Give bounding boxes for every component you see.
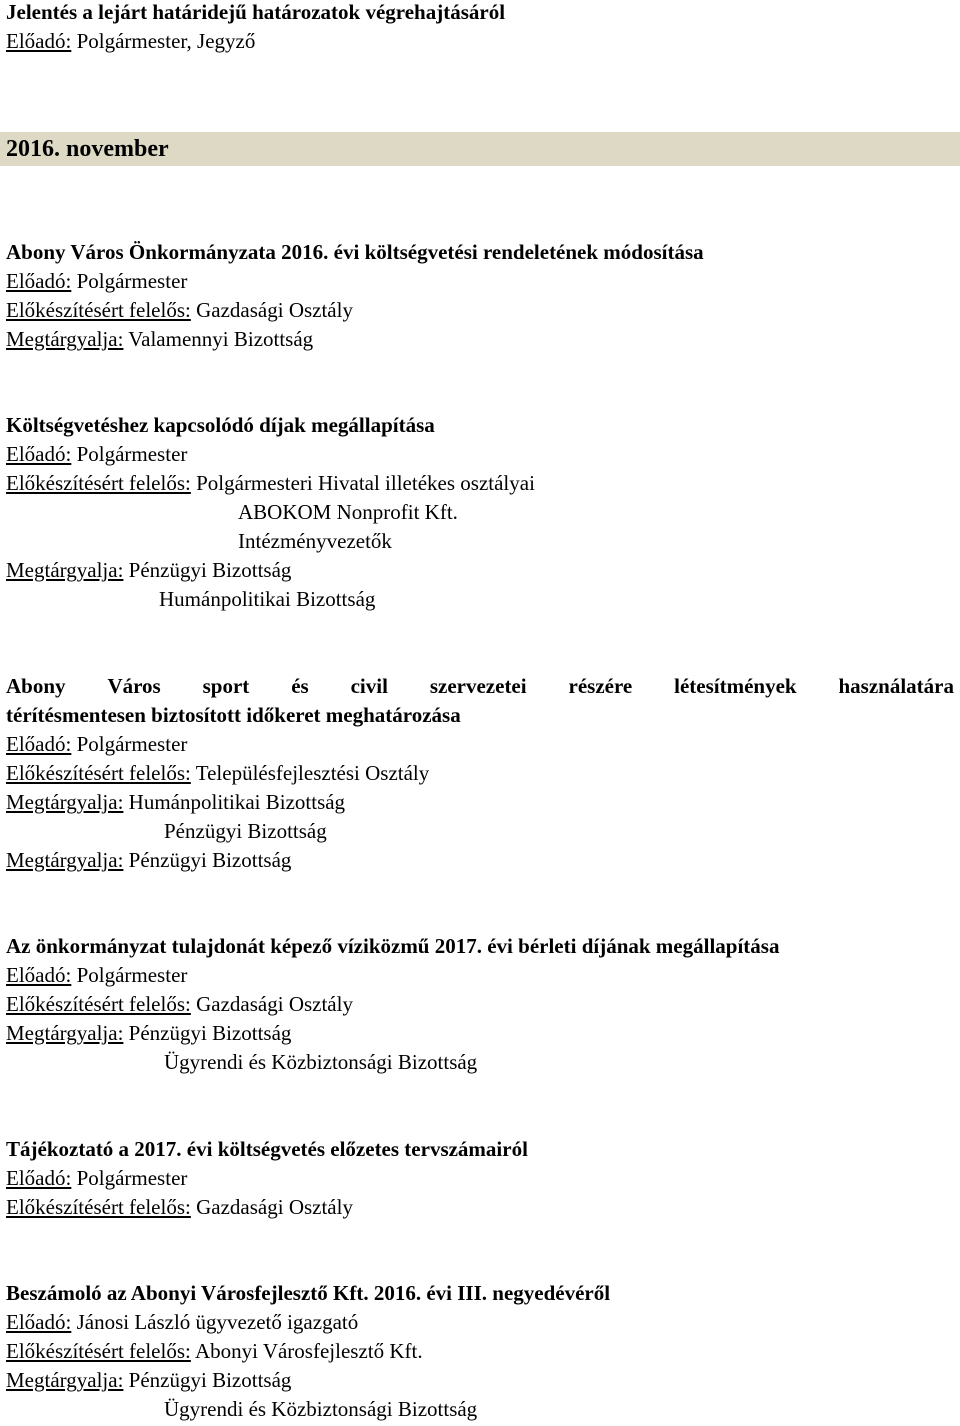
discussed-by-line	[6, 325, 954, 354]
discussed-by-label: Megtárgyalja:	[6, 848, 124, 872]
discussed-by-value: Pénzügyi Bizottság	[128, 848, 292, 872]
discussed-by-extra-value: Ügyrendi és Közbiztonsági Bizottság	[164, 1397, 478, 1421]
discussed-by-value: Pénzügyi Bizottság	[128, 1021, 292, 1045]
agenda-item	[6, 932, 954, 1077]
discussed-by-extra-value: Ügyrendi és Közbiztonsági Bizottság	[164, 1050, 478, 1074]
presenter-value: Jánosi László ügyvezető igazgató	[76, 1310, 359, 1334]
title-word: részére	[568, 674, 633, 698]
responsible-label: Előkészítésért felelős:	[6, 1339, 191, 1363]
presenter-label: Előadó:	[6, 442, 72, 466]
responsible-value: Településfejlesztési Osztály	[195, 761, 430, 785]
intro-section	[6, 0, 954, 56]
presenter-value: Polgármester	[76, 963, 188, 987]
discussed-by-line	[6, 846, 954, 875]
responsible-extra-value: ABOKOM Nonprofit Kft.	[238, 500, 458, 524]
title-word: Város	[107, 674, 161, 698]
presenter-line	[6, 730, 954, 759]
discussed-by-value: Humánpolitikai Bizottság	[128, 790, 346, 814]
discussed-by-line	[6, 1366, 954, 1395]
responsible-extra-line	[6, 527, 954, 556]
responsible-value: Abonyi Városfejlesztő Kft.	[194, 1339, 423, 1363]
responsible-line	[6, 1193, 954, 1222]
discussed-by-label: Megtárgyalja:	[6, 558, 124, 582]
agenda-item	[6, 672, 954, 875]
responsible-line	[6, 1337, 954, 1366]
responsible-value: Polgármesteri Hivatal illetékes osztályai	[196, 471, 535, 495]
presenter-line	[6, 1164, 954, 1193]
month-header-bar	[0, 132, 960, 166]
agenda-item-title-line2: térítésmentesen biztosított időkeret meghatározása	[6, 703, 461, 727]
presenter-line	[6, 1308, 954, 1337]
discussed-by-label: Megtárgyalja:	[6, 1368, 124, 1392]
responsible-line	[6, 990, 954, 1019]
responsible-line	[6, 759, 954, 788]
discussed-by-line	[6, 556, 954, 585]
title-word: civil	[350, 674, 388, 698]
presenter-label: Előadó:	[6, 1166, 72, 1190]
responsible-value: Gazdasági Osztály	[196, 1195, 353, 1219]
month-heading: 2016. november	[6, 136, 169, 162]
title-word: szervezetei	[429, 674, 527, 698]
responsible-value: Gazdasági Osztály	[196, 298, 353, 322]
discussed-by-value: Valamennyi Bizottság	[128, 327, 314, 351]
intro-presenter-line	[6, 27, 954, 56]
discussed-by-label: Megtárgyalja:	[6, 1021, 124, 1045]
presenter-value: Polgármester	[76, 269, 188, 293]
responsible-label: Előkészítésért felelős:	[6, 298, 191, 322]
title-word: és	[291, 674, 309, 698]
responsible-line	[6, 469, 954, 498]
presenter-label: Előadó:	[6, 1310, 72, 1334]
presenter-value: Polgármester	[76, 442, 188, 466]
intro-title: Jelentés a lejárt határidejű határozatok végrehajtásáról	[6, 0, 506, 24]
agenda-item-title-line1	[6, 672, 954, 701]
presenter-value: Polgármester, Jegyző	[76, 29, 256, 53]
agenda-item	[6, 1135, 954, 1222]
responsible-extra-line	[6, 498, 954, 527]
responsible-line	[6, 296, 954, 325]
agenda-item	[6, 1279, 954, 1424]
discussed-by-extra-line	[6, 1048, 954, 1077]
title-word: Abony	[6, 674, 66, 698]
title-word: használatára	[838, 674, 954, 698]
discussed-by-extra-line	[6, 817, 954, 846]
responsible-label: Előkészítésért felelős:	[6, 1195, 191, 1219]
discussed-by-label: Megtárgyalja:	[6, 790, 124, 814]
discussed-by-line	[6, 788, 954, 817]
presenter-line	[6, 267, 954, 296]
responsible-label: Előkészítésért felelős:	[6, 471, 191, 495]
discussed-by-extra-value: Humánpolitikai Bizottság	[159, 587, 376, 611]
discussed-by-extra-value: Pénzügyi Bizottság	[164, 819, 327, 843]
title-word: sport	[202, 674, 250, 698]
presenter-value: Polgármester	[76, 732, 188, 756]
agenda-item	[6, 411, 954, 614]
responsible-label: Előkészítésért felelős:	[6, 992, 191, 1016]
agenda-item-title: Tájékoztató a 2017. évi költségvetés előzetes tervszámairól	[6, 1137, 528, 1161]
presenter-value: Polgármester	[76, 1166, 188, 1190]
discussed-by-value: Pénzügyi Bizottság	[128, 1368, 292, 1392]
discussed-by-label: Megtárgyalja:	[6, 327, 124, 351]
responsible-extra-value: Intézményvezetők	[238, 529, 392, 553]
discussed-by-extra-line	[6, 585, 954, 614]
agenda-item-title: Költségvetéshez kapcsolódó díjak megállapítása	[6, 413, 435, 437]
presenter-label: Előadó:	[6, 269, 72, 293]
presenter-line	[6, 440, 954, 469]
presenter-label: Előadó:	[6, 732, 72, 756]
title-word: létesítmények	[674, 674, 797, 698]
agenda-item-title: Az önkormányzat tulajdonát képező víziközmű 2017. évi bérleti díjának megállapítása	[6, 934, 780, 958]
agenda-item	[6, 238, 954, 354]
agenda-item-title: Beszámoló az Abonyi Városfejlesztő Kft. 2016. évi III. negyedévéről	[6, 1281, 611, 1305]
responsible-value: Gazdasági Osztály	[196, 992, 353, 1016]
discussed-by-extra-line	[6, 1395, 954, 1424]
responsible-label: Előkészítésért felelős:	[6, 761, 191, 785]
discussed-by-line	[6, 1019, 954, 1048]
presenter-label: Előadó:	[6, 29, 72, 53]
agenda-item-title: Abony Város Önkormányzata 2016. évi költségvetési rendeletének módosítása	[6, 240, 704, 264]
discussed-by-value: Pénzügyi Bizottság	[128, 558, 292, 582]
presenter-line	[6, 961, 954, 990]
presenter-label: Előadó:	[6, 963, 72, 987]
